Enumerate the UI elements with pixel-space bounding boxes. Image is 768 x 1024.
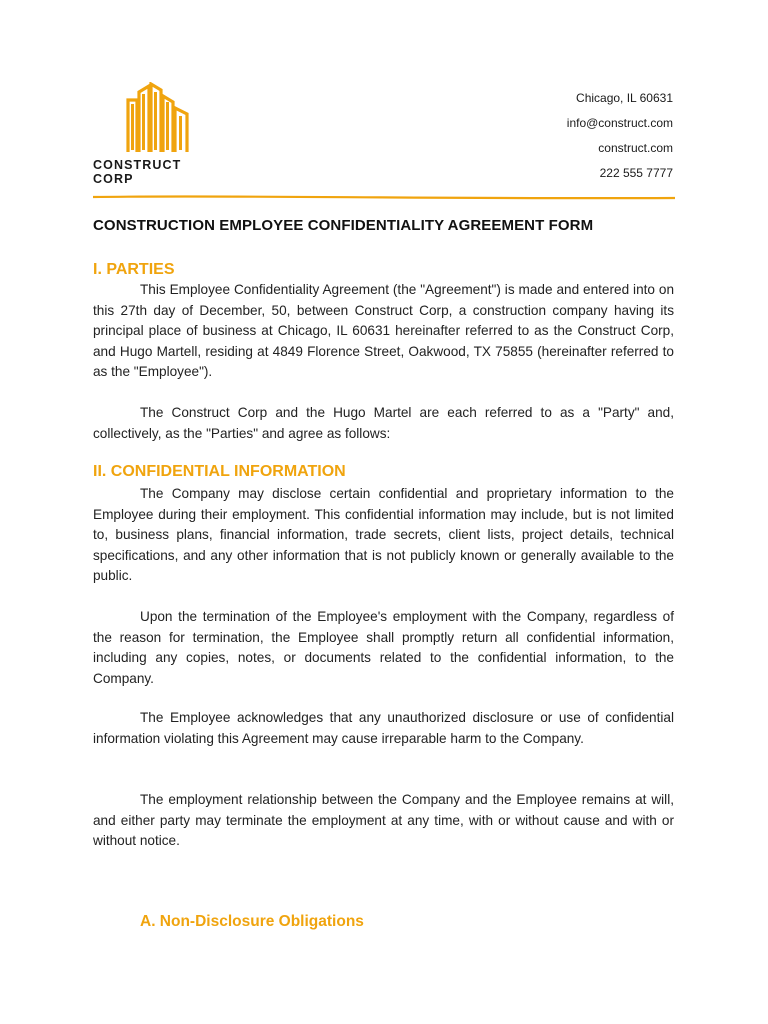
contact-address: Chicago, IL 60631 — [576, 91, 673, 105]
company-name: CONSTRUCT CORP — [93, 158, 182, 186]
confidential-paragraph-2: Upon the termination of the Employee's employment with the Company, regardless of the reason for termination, the Employee shall promptly return all confidential information, including any copies, notes, or documents related to the confidential information, to the Company. — [93, 609, 674, 686]
section-heading-confidential-information: II. CONFIDENTIAL INFORMATION — [93, 463, 346, 480]
header-divider — [93, 193, 675, 201]
confidential-paragraph-1: The Company may disclose certain confidential and proprietary information to the Employee during their employment. This confidential information may include, but is not limited to, business plans, financial information, trade secrets, client lists, project details, technical specifications, and any other information that is not publicly known or generally available to the public. — [93, 486, 674, 583]
subsection-heading-non-disclosure: A. Non-Disclosure Obligations — [140, 913, 364, 930]
company-logo — [93, 82, 225, 186]
contact-website[interactable]: construct.com — [598, 141, 673, 155]
section-heading-parties: I. PARTIES — [93, 261, 175, 278]
buildings-icon — [125, 82, 191, 152]
document-title: CONSTRUCTION EMPLOYEE CONFIDENTIALITY AGREEMENT FORM — [93, 217, 594, 234]
contact-block — [567, 86, 673, 186]
confidential-paragraph-4: The employment relationship between the Company and the Employee remains at will, and either party may terminate the employment at any time, with or without cause and with or without notice. — [93, 792, 674, 848]
confidential-paragraph-3: The Employee acknowledges that any unauthorized disclosure or use of confidential information violating this Agreement may cause irreparable harm to the Company. — [93, 710, 674, 746]
parties-paragraph-1: This Employee Confidentiality Agreement (the "Agreement") is made and entered into on this 27th day of December, 50, between Construct Corp, a construction company having its principal place of business at Chicago, IL 60631 hereinafter referred to as the Construct Corp, and Hugo Martell, residing at 4849 Florence Street, Oakwood, TX 75855 (hereinafter referred to as the "Employee"). — [93, 282, 674, 379]
contact-email[interactable]: info@construct.com — [566, 116, 673, 130]
contact-phone: 222 555 7777 — [599, 166, 673, 180]
parties-paragraph-2: The Construct Corp and the Hugo Martel are each referred to as a "Party" and, collectively, as the "Parties" and agree as follows: — [93, 405, 674, 441]
